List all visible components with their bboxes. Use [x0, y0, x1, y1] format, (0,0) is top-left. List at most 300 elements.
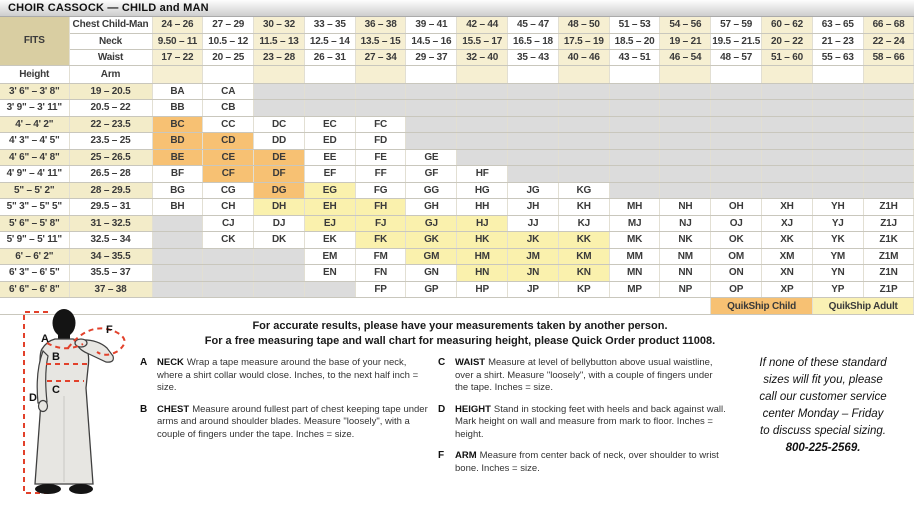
size-cell-yj: YJ — [812, 215, 863, 232]
range-cell: 54 – 56 — [660, 17, 711, 33]
na-cell — [812, 166, 863, 183]
measuring-instructions — [140, 357, 736, 484]
size-cell-mp: MP — [609, 281, 660, 298]
na-cell — [863, 149, 914, 166]
height-cell: 5' 9" – 5' 11" — [0, 232, 69, 249]
size-cell-bd: BD — [152, 133, 203, 150]
range-cell: 27 – 29 — [203, 17, 254, 33]
na-cell — [812, 182, 863, 199]
empty-header-cell — [762, 65, 813, 83]
table-row — [0, 149, 914, 166]
range-cell: 39 – 41 — [406, 17, 457, 33]
size-cell-ff: FF — [355, 166, 406, 183]
na-cell — [762, 149, 813, 166]
height-arm-header-row — [0, 65, 914, 83]
height-cell: 6' 3" – 6' 5" — [0, 265, 69, 282]
size-cell-fh: FH — [355, 199, 406, 216]
accuracy-note — [140, 319, 780, 349]
size-cell-xj: XJ — [762, 215, 813, 232]
size-cell-gg: GG — [406, 182, 457, 199]
empty-header-cell — [711, 65, 762, 83]
size-cell-be: BE — [152, 149, 203, 166]
na-cell — [711, 182, 762, 199]
size-cell-nh: NH — [660, 199, 711, 216]
empty-header-cell — [254, 65, 305, 83]
range-cell: 14.5 – 16 — [406, 33, 457, 49]
empty-header-cell — [457, 65, 508, 83]
fits-label: FITS — [0, 17, 69, 65]
na-cell — [660, 116, 711, 133]
size-cell-yh: YH — [812, 199, 863, 216]
range-cell: 45 – 47 — [508, 17, 559, 33]
size-cell-yk: YK — [812, 232, 863, 249]
arm-cell: 34 – 35.5 — [69, 248, 152, 265]
size-cell-jm: JM — [508, 248, 559, 265]
instruction-chest — [140, 404, 428, 442]
range-cell: 48 – 50 — [558, 17, 609, 33]
size-cell-cj: CJ — [203, 215, 254, 232]
na-cell — [711, 100, 762, 117]
height-cell: 5" 3" – 5" 5" — [0, 199, 69, 216]
na-cell — [762, 166, 813, 183]
na-cell — [711, 133, 762, 150]
empty-header-cell — [203, 65, 254, 83]
size-cell-hf: HF — [457, 166, 508, 183]
figure-label-b: B — [52, 351, 60, 363]
instruction-text: ARM Measure from center back of neck, over shoulder to wrist bone. Inches = size. — [455, 450, 719, 474]
range-cell: 20 – 25 — [203, 49, 254, 65]
na-cell — [609, 166, 660, 183]
range-cell: 29 – 37 — [406, 49, 457, 65]
na-cell — [406, 83, 457, 100]
special-note-line: center Monday – Friday — [762, 408, 884, 420]
instruction-letter: D — [438, 403, 446, 415]
figure-label-f: F — [106, 324, 113, 336]
table-row — [0, 281, 914, 298]
na-cell — [863, 116, 914, 133]
range-cell: 10.5 – 12 — [203, 33, 254, 49]
size-cell-om: OM — [711, 248, 762, 265]
arm-column-header: Arm — [69, 65, 152, 83]
range-cell: 13.5 – 15 — [355, 33, 406, 49]
instruction-letter: C — [438, 357, 446, 368]
table-row — [0, 83, 914, 100]
arm-cell: 19 – 20.5 — [69, 83, 152, 100]
empty-header-cell — [355, 65, 406, 83]
size-cell-ym: YM — [812, 248, 863, 265]
size-cell-ca: CA — [203, 83, 254, 100]
size-cell-hm: HM — [457, 248, 508, 265]
table-row — [0, 133, 914, 150]
instruction-text: CHEST Measure around fullest part of chest keeping tape under arms and around shoulder blades. Measure "loosely", with a couple of fingers under the tape. Inches = size. — [157, 403, 428, 440]
size-cell-dg: DG — [254, 182, 305, 199]
empty-header-cell — [406, 65, 457, 83]
instruction-text: WAIST Measure at level of bellybutton above usual waistline, over a shirt. Measure "loosely", with a couple of fingers under the tape. Inches = size. — [455, 357, 713, 393]
range-cell: 17 – 22 — [152, 49, 203, 65]
empty-header-cell — [660, 65, 711, 83]
size-cell-mj: MJ — [609, 215, 660, 232]
size-cell-gk: GK — [406, 232, 457, 249]
size-cell-oj: OJ — [711, 215, 762, 232]
size-cell-ec: EC — [304, 116, 355, 133]
size-cell-mk: MK — [609, 232, 660, 249]
na-cell — [762, 100, 813, 117]
arm-cell: 20.5 – 22 — [69, 100, 152, 117]
figure-left-hand — [39, 401, 48, 412]
quikship-adult-legend: QuikShip Adult — [812, 298, 914, 315]
size-cell-dc: DC — [254, 116, 305, 133]
size-cell-ck: CK — [203, 232, 254, 249]
na-cell — [203, 248, 254, 265]
range-cell: 63 – 65 — [812, 17, 863, 33]
arm-cell: 29.5 – 31 — [69, 199, 152, 216]
range-cell: 23 – 28 — [254, 49, 305, 65]
instruction-waist — [438, 357, 726, 395]
na-cell — [660, 166, 711, 183]
instruction-letter: F — [438, 450, 445, 461]
na-cell — [812, 149, 863, 166]
na-cell — [152, 232, 203, 249]
range-cell: 57 – 59 — [711, 17, 762, 33]
na-cell — [152, 248, 203, 265]
na-cell — [558, 166, 609, 183]
size-cell-ge: GE — [406, 149, 457, 166]
empty-header-cell — [508, 65, 559, 83]
range-cell: 22 – 24 — [863, 33, 914, 49]
na-cell — [406, 133, 457, 150]
size-cell-gp: GP — [406, 281, 457, 298]
figure-label-d: D — [29, 392, 37, 404]
na-cell — [660, 149, 711, 166]
range-cell: 35 – 43 — [508, 49, 559, 65]
range-cell: 19.5 – 21.5 — [711, 33, 762, 49]
cassock-figure-drawing — [2, 306, 142, 508]
na-cell — [457, 83, 508, 100]
na-cell — [609, 116, 660, 133]
size-cell-oh: OH — [711, 199, 762, 216]
na-cell — [254, 83, 305, 100]
na-cell — [254, 248, 305, 265]
size-cell-fn: FN — [355, 265, 406, 282]
size-cell-z1k: Z1K — [863, 232, 914, 249]
na-cell — [762, 182, 813, 199]
size-cell-bh: BH — [152, 199, 203, 216]
size-cell-jp: JP — [508, 281, 559, 298]
size-cell-jj: JJ — [508, 215, 559, 232]
size-cell-dk: DK — [254, 232, 305, 249]
na-cell — [711, 166, 762, 183]
size-cell-fk: FK — [355, 232, 406, 249]
range-cell: 26 – 31 — [304, 49, 355, 65]
arm-cell: 22 – 23.5 — [69, 116, 152, 133]
measurement-figure — [2, 306, 142, 508]
figure-label-a: A — [41, 333, 49, 345]
height-column-header: Height — [0, 65, 69, 83]
size-cell-jg: JG — [508, 182, 559, 199]
height-cell: 5" – 5' 2" — [0, 182, 69, 199]
table-row — [0, 215, 914, 232]
size-cell-ej: EJ — [304, 215, 355, 232]
instruction-term: ARM — [455, 450, 477, 461]
na-cell — [863, 182, 914, 199]
size-cell-ok: OK — [711, 232, 762, 249]
range-cell: 46 – 54 — [660, 49, 711, 65]
na-cell — [304, 83, 355, 100]
size-cell-nj: NJ — [660, 215, 711, 232]
size-cell-jh: JH — [508, 199, 559, 216]
na-cell — [558, 149, 609, 166]
size-cell-gj: GJ — [406, 215, 457, 232]
na-cell — [812, 83, 863, 100]
size-cell-gn: GN — [406, 265, 457, 282]
range-cell: 12.5 – 14 — [304, 33, 355, 49]
range-cell: 43 – 51 — [609, 49, 660, 65]
na-cell — [863, 83, 914, 100]
na-cell — [558, 133, 609, 150]
height-cell: 5' 6" – 5' 8" — [0, 215, 69, 232]
range-cell: 27 – 34 — [355, 49, 406, 65]
range-cell: 20 – 22 — [762, 33, 813, 49]
na-cell — [508, 116, 559, 133]
instructions-column-left — [140, 357, 428, 484]
range-cell: 21 – 23 — [812, 33, 863, 49]
size-cell-mm: MM — [609, 248, 660, 265]
range-cell: 19 – 21 — [660, 33, 711, 49]
size-cell-ce: CE — [203, 149, 254, 166]
range-cell: 36 – 38 — [355, 17, 406, 33]
size-cell-ba: BA — [152, 83, 203, 100]
na-cell — [609, 149, 660, 166]
instruction-text: NECK Wrap a tape measure around the base of your neck, where a shirt collar would close. Inches, to the next half inch = size. — [157, 357, 419, 393]
page-title: CHOIR CASSOCK — CHILD and MAN — [0, 0, 914, 17]
size-cell-fc: FC — [355, 116, 406, 133]
size-cell-kh: KH — [558, 199, 609, 216]
size-cell-bb: BB — [152, 100, 203, 117]
na-cell — [254, 281, 305, 298]
na-cell — [406, 100, 457, 117]
size-cell-gm: GM — [406, 248, 457, 265]
height-cell: 4' 9" – 4' 11" — [0, 166, 69, 183]
empty-header-cell — [863, 65, 914, 83]
na-cell — [457, 149, 508, 166]
size-cell-ef: EF — [304, 166, 355, 183]
range-cell: 33 – 35 — [304, 17, 355, 33]
instruction-height — [438, 404, 726, 442]
na-cell — [457, 133, 508, 150]
size-cell-jn: JN — [508, 265, 559, 282]
size-cell-hj: HJ — [457, 215, 508, 232]
na-cell — [203, 265, 254, 282]
empty-header-cell — [304, 65, 355, 83]
row-header-chest-child-man: Chest Child-Man — [69, 17, 152, 33]
figure-left-foot — [35, 484, 61, 494]
na-cell — [762, 116, 813, 133]
accuracy-note-line1: For accurate results, please have your measurements taken by another person. — [252, 320, 668, 332]
arm-cell: 31 – 32.5 — [69, 215, 152, 232]
range-cell: 15.5 – 17 — [457, 33, 508, 49]
size-cell-on: ON — [711, 265, 762, 282]
instruction-term: NECK — [157, 357, 184, 368]
empty-header-cell — [812, 65, 863, 83]
header-row — [0, 49, 914, 65]
na-cell — [863, 166, 914, 183]
size-cell-xh: XH — [762, 199, 813, 216]
table-row — [0, 166, 914, 183]
na-cell — [508, 83, 559, 100]
size-cell-eg: EG — [304, 182, 355, 199]
figure-label-c: C — [52, 384, 60, 396]
arm-cell: 25 – 26.5 — [69, 149, 152, 166]
size-chart-table — [0, 17, 914, 315]
size-cell-fg: FG — [355, 182, 406, 199]
na-cell — [812, 116, 863, 133]
na-cell — [558, 83, 609, 100]
size-cell-xn: XN — [762, 265, 813, 282]
height-cell: 3' 6" – 3' 8" — [0, 83, 69, 100]
size-cell-hn: HN — [457, 265, 508, 282]
special-note-line: call our customer service — [759, 391, 887, 403]
na-cell — [254, 100, 305, 117]
arm-cell: 35.5 – 37 — [69, 265, 152, 282]
table-row — [0, 265, 914, 282]
range-cell: 24 – 26 — [152, 17, 203, 33]
na-cell — [863, 100, 914, 117]
row-header-neck: Neck — [69, 33, 152, 49]
size-cell-hh: HH — [457, 199, 508, 216]
size-cell-nm: NM — [660, 248, 711, 265]
na-cell — [508, 133, 559, 150]
size-cell-op: OP — [711, 281, 762, 298]
instructions-column-right — [438, 357, 726, 484]
na-cell — [660, 83, 711, 100]
size-cell-cb: CB — [203, 100, 254, 117]
na-cell — [152, 215, 203, 232]
size-cell-fm: FM — [355, 248, 406, 265]
size-cell-bc: BC — [152, 116, 203, 133]
size-cell-ch: CH — [203, 199, 254, 216]
range-cell: 18.5 – 20 — [609, 33, 660, 49]
table-row — [0, 199, 914, 216]
arm-cell: 37 – 38 — [69, 281, 152, 298]
size-cell-hp: HP — [457, 281, 508, 298]
size-cell-fe: FE — [355, 149, 406, 166]
size-cell-kg: KG — [558, 182, 609, 199]
na-cell — [660, 133, 711, 150]
size-cell-bg: BG — [152, 182, 203, 199]
height-cell: 4' 6" – 4' 8" — [0, 149, 69, 166]
na-cell — [711, 83, 762, 100]
header-row — [0, 33, 914, 49]
size-cell-jk: JK — [508, 232, 559, 249]
customer-service-phone: 800-225-2569. — [785, 442, 861, 454]
na-cell — [863, 133, 914, 150]
size-cell-yp: YP — [812, 281, 863, 298]
size-cell-xm: XM — [762, 248, 813, 265]
size-cell-cg: CG — [203, 182, 254, 199]
figure-right-foot — [69, 484, 93, 494]
na-cell — [304, 281, 355, 298]
na-cell — [660, 182, 711, 199]
size-cell-z1h: Z1H — [863, 199, 914, 216]
size-cell-ed: ED — [304, 133, 355, 150]
size-cell-mn: MN — [609, 265, 660, 282]
size-cell-kp: KP — [558, 281, 609, 298]
size-cell-nn: NN — [660, 265, 711, 282]
size-cell-fp: FP — [355, 281, 406, 298]
table-row — [0, 116, 914, 133]
na-cell — [508, 149, 559, 166]
na-cell — [762, 83, 813, 100]
size-cell-cd: CD — [203, 133, 254, 150]
height-cell: 6' – 6' 2" — [0, 248, 69, 265]
na-cell — [355, 83, 406, 100]
range-cell: 17.5 – 19 — [558, 33, 609, 49]
height-cell: 4' – 4' 2" — [0, 116, 69, 133]
na-cell — [711, 149, 762, 166]
empty-header-cell — [558, 65, 609, 83]
size-cell-cc: CC — [203, 116, 254, 133]
instruction-letter: A — [140, 357, 148, 368]
arm-cell: 28 – 29.5 — [69, 182, 152, 199]
size-cell-hk: HK — [457, 232, 508, 249]
range-cell: 30 – 32 — [254, 17, 305, 33]
instruction-arm — [438, 450, 726, 475]
size-cell-xk: XK — [762, 232, 813, 249]
na-cell — [508, 166, 559, 183]
size-cell-mh: MH — [609, 199, 660, 216]
header-row — [0, 17, 914, 33]
instruction-neck — [140, 357, 428, 395]
range-cell: 16.5 – 18 — [508, 33, 559, 49]
na-cell — [609, 182, 660, 199]
size-cell-df: DF — [254, 166, 305, 183]
table-row — [0, 100, 914, 117]
special-sizing-note — [735, 355, 911, 457]
size-cell-kn: KN — [558, 265, 609, 282]
range-cell: 66 – 68 — [863, 17, 914, 33]
range-cell: 11.5 – 13 — [254, 33, 305, 49]
size-cell-z1p: Z1P — [863, 281, 914, 298]
quikship-child-legend: QuikShip Child — [711, 298, 813, 315]
size-cell-hg: HG — [457, 182, 508, 199]
size-cell-dj: DJ — [254, 215, 305, 232]
size-cell-nk: NK — [660, 232, 711, 249]
range-cell: 58 – 66 — [863, 49, 914, 65]
size-cell-dh: DH — [254, 199, 305, 216]
na-cell — [457, 116, 508, 133]
height-cell: 6' 6" – 6' 8" — [0, 281, 69, 298]
na-cell — [406, 116, 457, 133]
na-cell — [152, 265, 203, 282]
height-cell: 4' 3" – 4' 5" — [0, 133, 69, 150]
range-cell: 48 – 57 — [711, 49, 762, 65]
range-cell: 32 – 40 — [457, 49, 508, 65]
na-cell — [609, 83, 660, 100]
size-cell-ek: EK — [304, 232, 355, 249]
na-cell — [762, 133, 813, 150]
size-cell-dd: DD — [254, 133, 305, 150]
na-cell — [558, 100, 609, 117]
size-cell-xp: XP — [762, 281, 813, 298]
size-cell-eh: EH — [304, 199, 355, 216]
row-header-waist: Waist — [69, 49, 152, 65]
range-cell: 51 – 60 — [762, 49, 813, 65]
na-cell — [203, 281, 254, 298]
table-row — [0, 182, 914, 199]
size-cell-en: EN — [304, 265, 355, 282]
size-cell-bf: BF — [152, 166, 203, 183]
na-cell — [304, 100, 355, 117]
